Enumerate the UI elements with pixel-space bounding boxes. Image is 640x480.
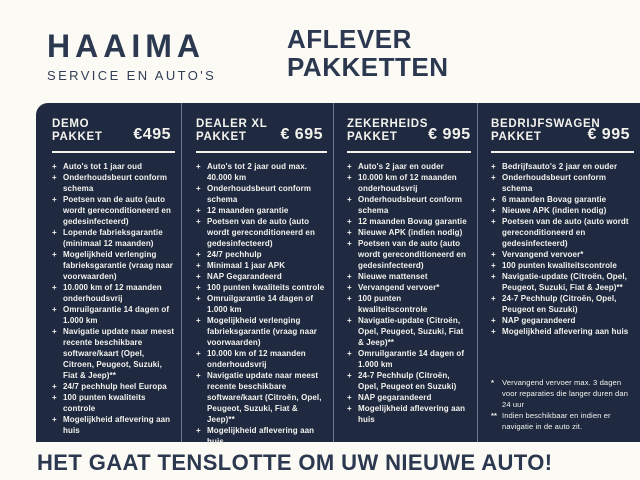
brand-tagline: SERVICE EN AUTO'S xyxy=(47,68,217,83)
plus-bullet-icon: + xyxy=(196,217,201,226)
package-item-text: NAP gegarandeerd xyxy=(358,393,432,402)
page-title xyxy=(287,25,448,81)
plus-bullet-icon: + xyxy=(52,195,57,204)
package-column-2 xyxy=(181,103,333,446)
package-item-list xyxy=(196,161,327,447)
package-item xyxy=(52,414,175,436)
package-item xyxy=(196,348,327,370)
plus-bullet-icon: + xyxy=(347,173,352,182)
plus-bullet-icon: + xyxy=(52,250,57,259)
plus-bullet-icon: + xyxy=(196,426,201,435)
package-item xyxy=(347,161,471,172)
package-item-text: Nieuwe APK (indien nodig) xyxy=(502,206,607,215)
plus-bullet-icon: + xyxy=(347,239,352,248)
plus-bullet-icon: + xyxy=(347,272,352,281)
package-item-text: Auto's tot 2 jaar oud max. 40.000 km xyxy=(207,162,308,182)
package-item-text: Onderhoudsbeurt conform schema xyxy=(358,195,463,215)
package-item-text: Mogelijkheid aflevering aan huis xyxy=(207,426,315,446)
plus-bullet-icon: + xyxy=(491,162,496,171)
plus-bullet-icon: + xyxy=(491,327,496,336)
package-item-text: 10.000 km of 12 maanden onderhoudsvrij xyxy=(63,283,162,303)
package-item-text: 24-7 Pechhulp (Citroën, Opel, Peugeot en Suzuki) xyxy=(502,294,617,314)
plus-bullet-icon: + xyxy=(196,371,201,380)
footnotes xyxy=(491,377,634,432)
plus-bullet-icon: + xyxy=(196,184,201,193)
package-title-rule xyxy=(196,151,327,153)
package-item-text: Lopende fabrieksgarantie (minimaal 12 maanden) xyxy=(63,228,163,248)
plus-bullet-icon: + xyxy=(196,206,201,215)
package-item-text: 100 punten kwaliteitscontrole xyxy=(502,261,617,270)
package-item xyxy=(196,161,327,183)
plus-bullet-icon: + xyxy=(196,272,201,281)
package-item-text: Mogelijkheid verlenging fabrieksgarantie (vraag naar voorwaarden) xyxy=(207,316,317,347)
package-item xyxy=(52,326,175,381)
plus-bullet-icon: + xyxy=(347,294,352,303)
plus-bullet-icon: + xyxy=(491,206,496,215)
package-item xyxy=(196,183,327,205)
package-item-text: 24/7 pechhulp xyxy=(207,250,262,259)
package-item-text: Omruilgarantie 14 dagen of 1.000 km xyxy=(358,349,465,369)
package-item xyxy=(347,282,471,293)
package-item xyxy=(196,271,327,282)
package-item xyxy=(347,271,471,282)
package-item xyxy=(196,370,327,425)
package-item xyxy=(347,194,471,216)
plus-bullet-icon: + xyxy=(491,173,496,182)
package-item xyxy=(52,227,175,249)
footnote xyxy=(491,377,632,410)
package-item-text: Vervangend vervoer* xyxy=(502,250,584,259)
plus-bullet-icon: + xyxy=(52,393,57,402)
package-item xyxy=(491,161,634,172)
plus-bullet-icon: + xyxy=(347,393,352,402)
package-item-text: Poetsen van de auto (auto wordt gereconditioneerd en gedesinfecteerd) xyxy=(502,217,629,248)
plus-bullet-icon: + xyxy=(347,283,352,292)
plus-bullet-icon: + xyxy=(52,327,57,336)
package-item-text: Vervangend vervoer* xyxy=(358,283,440,292)
package-item xyxy=(347,403,471,425)
plus-bullet-icon: + xyxy=(491,272,496,281)
package-item-text: Bedrijfsauto's 2 jaar en ouder xyxy=(502,162,618,171)
package-item xyxy=(52,172,175,194)
package-name: BEDRIJFSWAGEN PAKKET xyxy=(491,118,601,143)
page-title-line1: AFLEVER xyxy=(287,24,412,54)
package-item-text: Auto's 2 jaar en ouder xyxy=(358,162,444,171)
package-item xyxy=(196,282,327,293)
package-item-text: Poetsen van de auto (auto wordt gereconditioneerd en gedesinfecteerd) xyxy=(63,195,171,226)
plus-bullet-icon: + xyxy=(52,415,57,424)
package-item xyxy=(491,293,634,315)
package-item-text: 6 maanden Bovag garantie xyxy=(502,195,607,204)
brand-name: HAAIMA xyxy=(47,28,205,64)
package-item xyxy=(491,326,634,337)
package-item xyxy=(347,293,471,315)
package-item-text: Auto's tot 1 jaar oud xyxy=(63,162,143,171)
package-item xyxy=(347,348,471,370)
package-item-text: Navigatie update naar meest recente beschikbare software/kaart (Opel, Citroen, Peugeot, Suzuki, Fiat & Jeep)** xyxy=(63,327,175,380)
plus-bullet-icon: + xyxy=(347,228,352,237)
package-item-text: Mogelijkheid aflevering aan huis xyxy=(63,415,171,435)
package-item xyxy=(52,392,175,414)
package-item-text: 12 maanden Bovag garantie xyxy=(358,217,467,226)
package-price: € 995 xyxy=(587,126,630,143)
plus-bullet-icon: + xyxy=(52,228,57,237)
package-title-rule xyxy=(491,151,634,153)
package-item xyxy=(491,172,634,194)
package-item-text: Omruilgarantie 14 dagen of 1.000 km xyxy=(207,294,314,314)
package-title-rule xyxy=(52,151,175,153)
package-header xyxy=(491,118,634,144)
package-column-3 xyxy=(333,103,477,442)
package-header xyxy=(196,118,327,144)
plus-bullet-icon: + xyxy=(491,294,496,303)
package-item-text: Nieuwe mattenset xyxy=(358,272,428,281)
package-item xyxy=(347,315,471,348)
plus-bullet-icon: + xyxy=(491,195,496,204)
package-name: DEMO PAKKET xyxy=(52,118,103,143)
package-item xyxy=(347,370,471,392)
package-item-text: Nieuwe APK (indien nodig) xyxy=(358,228,463,237)
plus-bullet-icon: + xyxy=(52,382,57,391)
package-item-list xyxy=(347,161,471,425)
footnote-marker: * xyxy=(491,378,495,387)
package-item xyxy=(491,249,634,260)
package-item-text: 10.000 km of 12 maanden onderhoudsvrij xyxy=(358,173,457,193)
package-item xyxy=(491,315,634,326)
plus-bullet-icon: + xyxy=(491,261,496,270)
plus-bullet-icon: + xyxy=(196,316,201,325)
package-header xyxy=(52,118,175,144)
package-item-text: 24-7 Pechhulp (Citroën, Opel, Peugeot en Suzuki) xyxy=(358,371,457,391)
plus-bullet-icon: + xyxy=(347,404,352,413)
package-item xyxy=(347,238,471,271)
package-item-text: Onderhoudsbeurt conform schema xyxy=(207,184,312,204)
package-item xyxy=(52,304,175,326)
plus-bullet-icon: + xyxy=(347,162,352,171)
package-item-text: Navigatie-update (Citroën, Opel, Peugeot, Suzuki, Fiat & Jeep)** xyxy=(502,272,627,292)
package-item-text: Minimaal 1 jaar APK xyxy=(207,261,286,270)
package-price: € 695 xyxy=(280,126,323,143)
package-item-text: 10.000 km of 12 maanden onderhoudsvrij xyxy=(207,349,306,369)
package-item xyxy=(52,194,175,227)
package-item-text: 12 maanden garantie xyxy=(207,206,289,215)
plus-bullet-icon: + xyxy=(491,316,496,325)
package-price: € 995 xyxy=(428,126,471,143)
package-item-text: 100 punten kwaliteitscontrole xyxy=(358,294,428,314)
plus-bullet-icon: + xyxy=(491,250,496,259)
package-item xyxy=(196,216,327,249)
package-item xyxy=(347,227,471,238)
package-item xyxy=(347,392,471,403)
plus-bullet-icon: + xyxy=(196,349,201,358)
package-item-text: Mogelijkheid verlenging fabrieksgarantie (vraag naar voorwaarden) xyxy=(63,250,173,281)
footnote-text: Vervangend vervoer max. 3 dagen voor reparaties die langer duren dan 24 uur xyxy=(502,378,629,409)
package-item xyxy=(491,271,634,293)
package-item xyxy=(52,282,175,304)
package-item-text: Navigatie-update (Citroën, Opel, Peugeot, Suzuki, Fiat & Jeep)** xyxy=(358,316,464,347)
plus-bullet-icon: + xyxy=(196,250,201,259)
package-item-text: Onderhoudsbeurt conform schema xyxy=(63,173,168,193)
package-name: DEALER XL PAKKET xyxy=(196,118,268,143)
package-item xyxy=(196,260,327,271)
package-item-text: Mogelijkheid aflevering aan huis xyxy=(502,327,629,336)
package-item xyxy=(491,194,634,205)
package-item-text: 100 punten kwaliteits controle xyxy=(63,393,146,413)
plus-bullet-icon: + xyxy=(491,217,496,226)
plus-bullet-icon: + xyxy=(52,173,57,182)
package-item-text: Navigatie update naar meest recente beschikbare software/kaart (Citroën, Opel, Peugeot, Suzuki, Fiat & Jeep)** xyxy=(207,371,322,424)
package-item-text: Poetsen van de auto (auto wordt gereconditioneerd en gedesinfecteerd) xyxy=(358,239,466,270)
package-item-list xyxy=(52,161,175,436)
package-item-list xyxy=(491,161,634,337)
packages-panel xyxy=(36,103,640,446)
package-item-text: NAP Gegarandeerd xyxy=(207,272,282,281)
package-item-text: 100 punten kwaliteits controle xyxy=(207,283,325,292)
package-price: €495 xyxy=(133,126,171,143)
package-item xyxy=(347,172,471,194)
package-header xyxy=(347,118,471,144)
footnote-text: Indien beschikbaar en indien er navigatie in de auto zit. xyxy=(502,411,611,431)
package-item-text: NAP gegarandeerd xyxy=(502,316,576,325)
package-item xyxy=(491,260,634,271)
package-item xyxy=(196,425,327,447)
footnote-marker: ** xyxy=(491,411,498,420)
plus-bullet-icon: + xyxy=(196,162,201,171)
package-item-text: 24/7 pechhulp heel Europa xyxy=(63,382,167,391)
package-column-4 xyxy=(477,103,640,442)
package-item xyxy=(491,216,634,249)
package-item-text: Poetsen van de auto (auto wordt gereconditioneerd en gedesinfecteerd) xyxy=(207,217,315,248)
plus-bullet-icon: + xyxy=(347,316,352,325)
package-item xyxy=(491,205,634,216)
footer-tagline: HET GAAT TENSLOTTE OM UW NIEUWE AUTO! xyxy=(37,450,553,475)
plus-bullet-icon: + xyxy=(52,305,57,314)
footnote xyxy=(491,410,632,432)
plus-bullet-icon: + xyxy=(196,283,201,292)
package-item xyxy=(52,381,175,392)
plus-bullet-icon: + xyxy=(347,371,352,380)
package-name: ZEKERHEIDS PAKKET xyxy=(347,118,429,143)
plus-bullet-icon: + xyxy=(347,217,352,226)
package-item-text: Onderhoudsbeurt conform schema xyxy=(502,173,607,193)
page-title-line2: PAKKETTEN xyxy=(287,52,449,82)
package-item xyxy=(196,293,327,315)
package-item xyxy=(196,249,327,260)
package-item xyxy=(347,216,471,227)
package-item xyxy=(52,161,175,172)
package-title-rule xyxy=(347,151,471,153)
package-item-text: Omruilgarantie 14 dagen of 1.000 km xyxy=(63,305,170,325)
package-item-text: Mogelijkheid aflevering aan huis xyxy=(358,404,466,424)
package-item xyxy=(196,205,327,216)
package-item xyxy=(52,249,175,282)
plus-bullet-icon: + xyxy=(52,283,57,292)
plus-bullet-icon: + xyxy=(196,294,201,303)
plus-bullet-icon: + xyxy=(196,261,201,270)
package-column-1 xyxy=(36,103,181,442)
package-item xyxy=(196,315,327,348)
plus-bullet-icon: + xyxy=(52,162,57,171)
plus-bullet-icon: + xyxy=(347,349,352,358)
plus-bullet-icon: + xyxy=(347,195,352,204)
